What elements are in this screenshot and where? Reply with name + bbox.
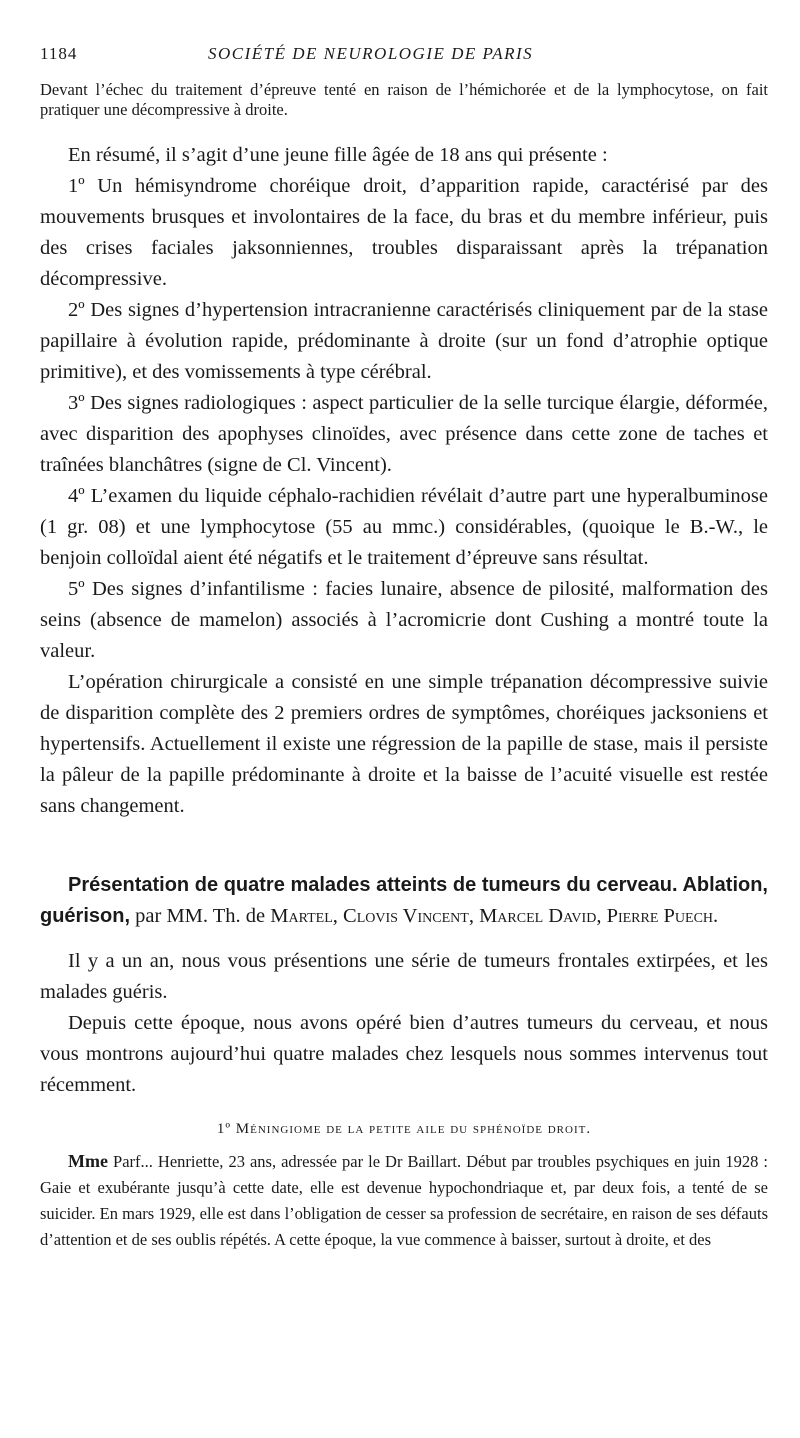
summary-item-2: 2º Des signes d’hypertension intracranienne caractérisés cliniquement par de la stase papillaire à évolution rapide, prédominante à droite (sur un fond d’atrophie optique primitive), et des vomissements à type cérébral.	[40, 299, 768, 383]
summary-item-3: 3º Des signes radiologiques : aspect particulier de la selle turcique élargie, déformée, avec disparition des apophyses clinoïdes, avec présence dans cette zone de taches et traînées blanchâtres (signe de Cl. Vincent).	[40, 392, 768, 476]
summary-item-1: 1º Un hémisyndrome choréique droit, d’apparition rapide, caractérisé par des mouvements brusques et involontaires de la face, du bras et du membre inférieur, puis des crises faciales jaksonniennes, troubles disparaissant après la trépanation décompressive.	[40, 175, 768, 290]
running-head	[40, 38, 768, 68]
presentation-title: Présentation de quatre malades atteints de tumeurs du cerveau. Ablation, guérison,	[40, 874, 768, 927]
summary-section	[40, 140, 768, 822]
presentation-paragraph-2: Depuis cette époque, nous avons opéré bien d’autres tumeurs du cerveau, et nous vous montrons aujourd’hui quatre malades chez lesquels nous sommes intervenus tout récemment.	[40, 1012, 768, 1096]
summary-conclusion: L’opération chirurgicale a consisté en une simple trépanation décompressive suivie de disparition complète des 2 premiers ordres de symptômes, choréiques jacksoniens et hypertensifs. Actuellement il existe une régression de la papille de stase, mais il persiste la pâleur de la papille prédominante à droite et la baisse de l’acuité visuelle est restée sans changement.	[40, 671, 768, 817]
case-1-body: Parf... Henriette, 23 ans, adressée par le Dr Baillart. Début par troubles psychiques en juin 1928 : Gaie et exubérante jusqu’à cette date, elle est devenue hypochondriaque et, par deux fois, a tenté de se suicider. En mars 1929, elle est dans l’obligation de cesser sa profession de secrétaire, en raison de ses défauts d’attention et de ses oublis répétés. A cette époque, la vue commence à baisser, surtout à droite, et des	[40, 1152, 768, 1249]
intro-paragraph: Devant l’échec du traitement d’épreuve tenté en raison de l’hémichorée et de la lymphocytose, on fait pratiquer une décompressive à droite.	[40, 80, 768, 119]
author-puech: Pierre Puech	[606, 905, 714, 927]
author-david: Marcel David	[479, 905, 597, 927]
summary-intro: En résumé, il s’agit d’une jeune fille âgée de 18 ans qui présente :	[68, 144, 608, 166]
presentation-by: par MM. Th. de	[135, 905, 266, 927]
author-vincent: Clovis Vincent	[343, 905, 469, 927]
page-number: 1184	[40, 44, 78, 63]
author-martel: Martel	[270, 905, 333, 927]
summary-item-4: 4º L’examen du liquide céphalo-rachidien révélait d’autre part une hyperalbuminose (1 gr. 08) et une lymphocytose (55 au mmc.) considérables, (quoique le B.-W., le benjoin colloïdal aient été négatifs et le traitement d’épreuve sans résultat.	[40, 485, 768, 569]
case-1-heading: 1º Méningiome de la petite aile du sphénoïde droit.	[216, 1121, 592, 1137]
presentation-paragraph-1: Il y a un an, nous vous présentions une série de tumeurs frontales extirpées, et les malades guéris.	[40, 950, 768, 1003]
case-1-text	[40, 1148, 768, 1253]
summary-item-5: 5º Des signes d’infantilisme : facies lunaire, absence de pilosité, malformation des seins (absence de mamelon) associés à l’acromicrie dont Cushing a montré toute la valeur.	[40, 578, 768, 662]
presentation-heading: Présentation de quatre malades atteints de tumeurs du cerveau. Ablation, guérison, par MM. Th. de Martel, Clovis Vincent, Marcel David, Pierre Puech.	[40, 874, 768, 927]
case-1-title-abbrev: Mme	[68, 1151, 108, 1171]
running-title: SOCIÉTÉ DE NEUROLOGIE DE PARIS	[208, 44, 534, 63]
journal-page	[40, 38, 768, 1253]
